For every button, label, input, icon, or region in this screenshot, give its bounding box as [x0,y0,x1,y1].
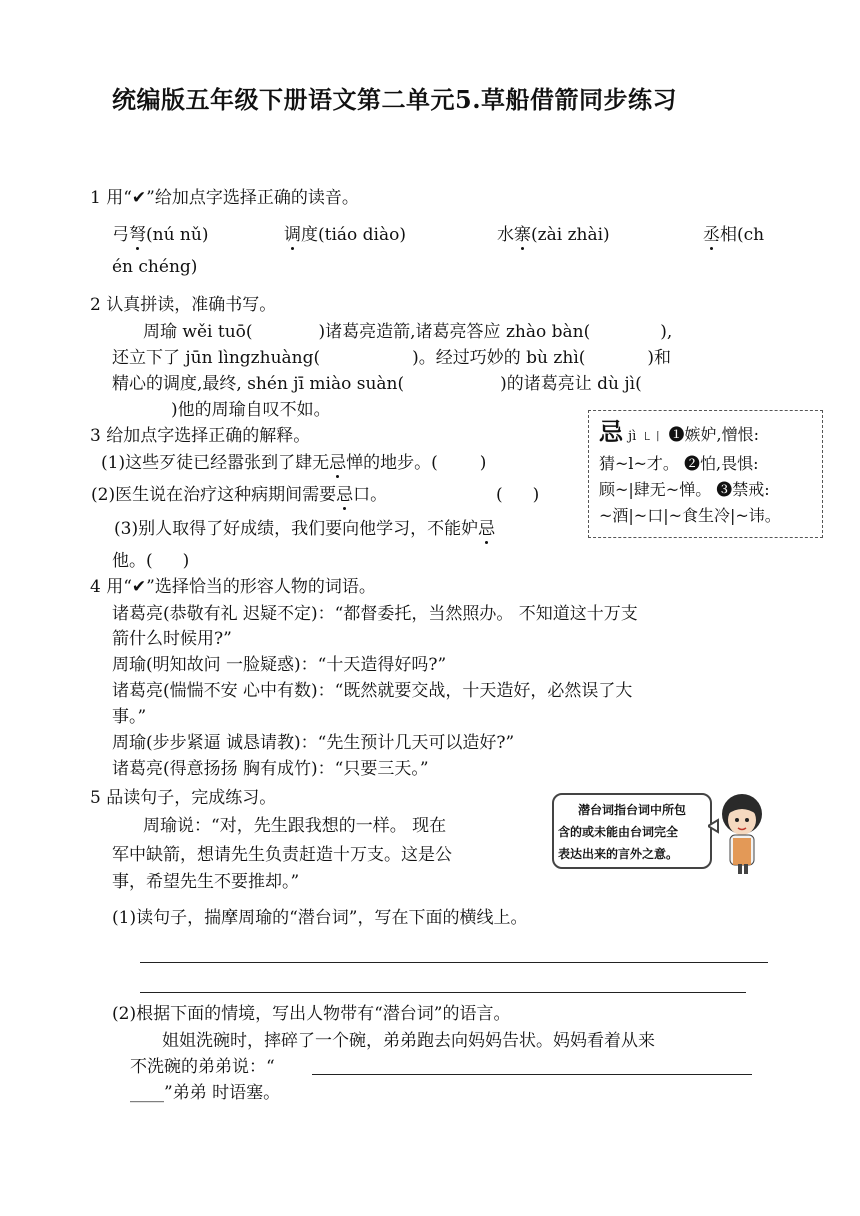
q5-scenario-3: ____”弟弟 时语塞。 [130,1083,281,1103]
q1-item-2: 调度(tiáo diào) [284,225,406,245]
q5-passage-3: 事，希望先生不要推却。” [112,872,300,892]
answer-line-1[interactable] [140,962,768,963]
dictionary-entry-box [588,410,823,538]
q5-passage-2: 军中缺箭，想请先生负责赶造十万支。这是公 [112,845,452,865]
q2-line-4: )他的周瑜自叹不如。 [171,400,331,420]
q5-passage-1: 周瑜说：“对，先生跟我想的一样。 现在 [143,816,447,836]
dotted-char: 调 [284,225,301,245]
q5-prompt: 5 品读句子，完成练习。 [90,788,277,808]
q4-line-7: 诸葛亮(得意扬扬 胸有成竹)：“只要三天。” [112,759,429,779]
q5-sub-1: (1)读句子，揣摩周瑜的“潜台词”，写在下面的横线上。 [112,908,528,928]
dictionary-line-2: 猜~l~才。 ❷怕,畏惧: [599,454,759,473]
q5-sub-2: (2)根据下面的情境，写出人物带有“潜台词”的语言。 [112,1004,511,1024]
dictionary-sense-1: ❶嫉妒,憎恨: [668,425,759,444]
dictionary-headline [599,417,759,448]
dictionary-line-4: ~酒|~口|~食生冷|~讳。 [599,506,781,525]
dictionary-headword: 忌 [599,417,623,446]
q1-item-4: 丞相(ch [703,225,765,245]
dotted-char: 寨 [514,225,531,245]
dotted-char: 丞 [703,225,720,245]
answer-underline[interactable]: ____ [130,1083,164,1103]
q5-scenario-1: 姐姐洗碗时，摔碎了一个碗，弟弟跑去向妈妈告状。妈妈看着从来 [162,1031,655,1051]
q2-line-2: 还立下了 jūn lìngzhuàng( )。经过巧妙的 bù zhì( )和 [112,348,672,368]
bubble-line-1: 潜台词指台词中所包 [578,803,687,817]
q2-line-1: 周瑜 wěi tuō( )诸葛亮造箭,诸葛亮答应 zhào bàn( ), [143,322,673,342]
bubble-line-3: 表达出来的言外之意。 [558,847,679,861]
q4-line-2: 箭什么时候用?” [112,629,232,649]
q3-prompt: 3 给加点字选择正确的解释。 [90,426,311,446]
q3-sentence-3-answer: 他。( ) [112,551,190,571]
bubble-line-2: 含的或未能由台词完全 [558,825,679,839]
dotted-char: 忌 [478,519,496,539]
dotted-char: 忌 [336,485,354,505]
q3-sentence-2: (2)医生说在治疗这种病期间需要忌口。 [91,485,388,505]
q1-item-1: 弓弩(nú nǔ) [112,225,209,245]
q3-sentence-2-answer[interactable]: ( ) [496,485,540,505]
q4-line-4: 诸葛亮(惴惴不安 心中有数)：“既然就要交战，十天造好，必然误了大 [112,681,633,701]
q2-line-3: 精心的调度,最终, shén jī miào suàn( )的诸葛亮让 dù jì( [112,374,642,394]
answer-line-2[interactable] [140,992,746,993]
q4-prompt: 4 用“✔”选择恰当的形容人物的词语。 [90,577,376,597]
q3-sentence-1: (1)这些歹徒已经嚣张到了肆无忌惮的地步。( ) [101,453,487,473]
q4-line-5: 事。” [112,707,147,727]
dictionary-line-3: 顾~|肆无~惮。 ❸禁戒: [599,480,770,499]
q5-scenario-2: 不洗碗的弟弟说：“ [130,1057,275,1077]
q4-line-3: 周瑜(明知故问 一脸疑惑)：“十天造得好吗?” [112,655,447,675]
q3-sentence-3: (3)别人取得了好成绩，我们要向他学习，不能妒忌 [114,519,496,539]
q4-line-1: 诸葛亮(恭敬有礼 迟疑不定)：“都督委托，当然照办。 不知道这十万支 [112,604,638,624]
dictionary-pinyin: jì [628,429,637,444]
answer-line-3[interactable] [312,1074,752,1075]
dictionary-radical: ㇄丨 [641,430,664,443]
q1-item-4-wrap: én chéng) [112,257,198,277]
q1-item-3: 水寨(zài zhài) [497,225,610,245]
dotted-char: 忌 [329,453,347,473]
speech-bubble [552,793,712,869]
page-title: 统编版五年级下册语文第二单元5.草船借箭同步练习 [112,85,678,114]
q4-line-6: 周瑜(步步紧逼 诚恳请教)：“先生预计几天可以造好?” [112,733,515,753]
girl-illustration-icon [708,790,770,874]
q2-prompt: 2 认真拼读，准确书写。 [90,295,277,315]
q1-prompt: 1 用“✔”给加点字选择正确的读音。 [90,188,359,208]
dotted-char: 弩 [129,225,146,245]
